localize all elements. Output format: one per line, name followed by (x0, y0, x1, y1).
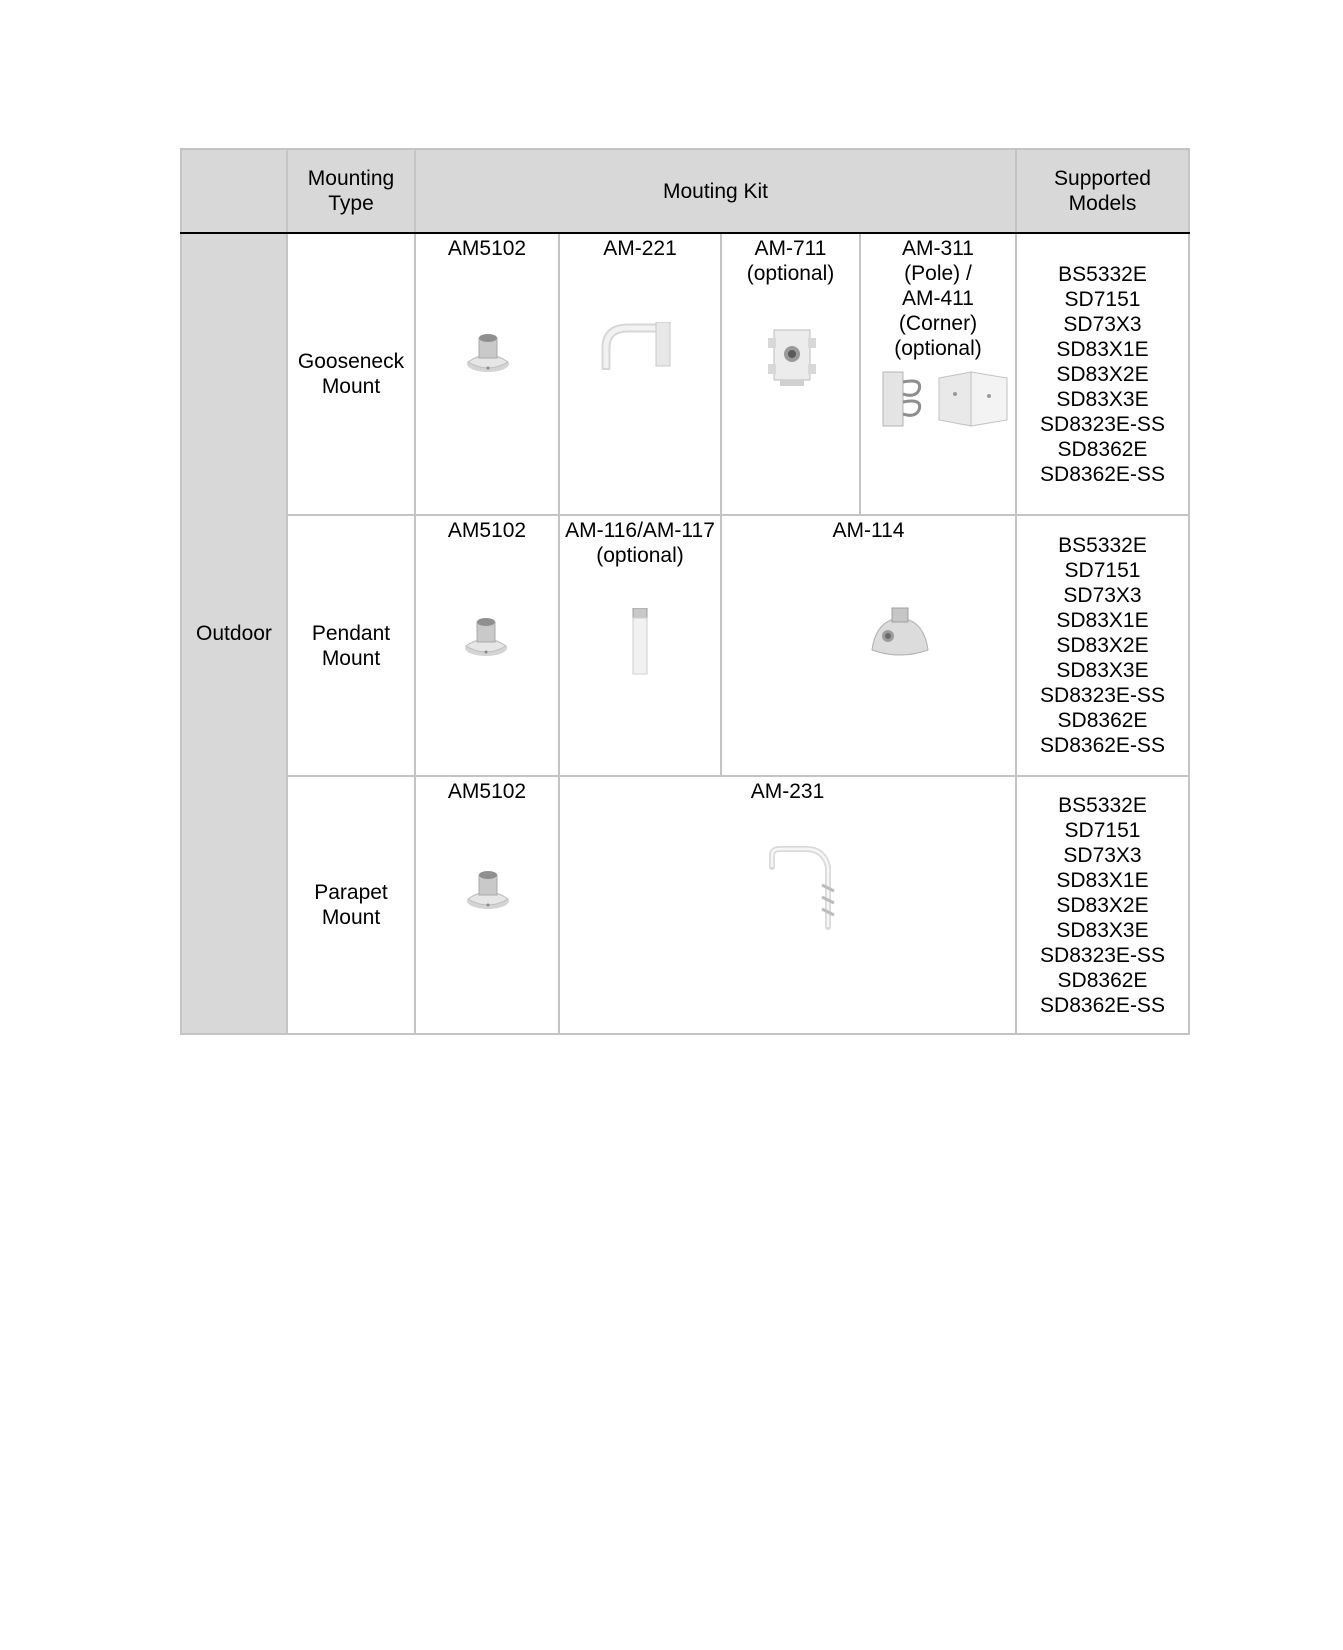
header-blank (181, 149, 287, 233)
kit-label: AM-221 (603, 237, 677, 260)
supported-models-gooseneck: BS5332E SD7151 SD73X3 SD83X1E SD83X2E SD83X3E SD8323E-SS SD8362E SD8362E-SS (1016, 233, 1189, 515)
ceiling-adapter-icon (464, 614, 508, 658)
kit-cell-am5102 (415, 515, 559, 776)
kit-label: AM5102 (447, 519, 527, 542)
table-row-parapet (181, 776, 1189, 1034)
environment-cell: Outdoor (181, 233, 287, 1034)
kit-cell-am5102 (415, 233, 559, 515)
mount-compatibility-table (180, 148, 1190, 1035)
kit-label: AM-114 (832, 519, 905, 542)
supported-models-pendant: BS5332E SD7151 SD73X3 SD83X1E SD83X2E SD83X3E SD8323E-SS SD8362E SD8362E-SS (1016, 515, 1189, 776)
kit-label: AM-116/AM-117 (optional) (565, 519, 715, 567)
supported-models-parapet: BS5332E SD7151 SD73X3 SD83X1E SD83X2E SD83X3E SD8323E-SS SD8362E SD8362E-SS (1016, 776, 1189, 1034)
kit-cell-am311-am411 (860, 233, 1016, 515)
mounting-type-pendant: Pendant Mount (287, 515, 415, 776)
kit-label: AM-231 (750, 780, 825, 803)
ceiling-adapter-icon (466, 330, 510, 374)
header-mounting-type: Mounting Type (287, 149, 415, 233)
kit-label: AM5102 (447, 237, 527, 260)
header-row (181, 149, 1189, 233)
junction-box-icon (766, 324, 818, 388)
header-mounting-kit: Mouting Kit (415, 149, 1016, 233)
kit-label: AM-711 (optional) (746, 237, 835, 285)
kit-cell-am116-am117 (559, 515, 721, 776)
kit-label: AM-311 (Pole) / AM-411 (Corner) (optional) (894, 237, 982, 360)
parapet-arm-icon (766, 845, 838, 931)
mounting-type-parapet: Parapet Mount (287, 776, 415, 1034)
kit-cell-am221 (559, 233, 721, 515)
pendant-cap-icon (868, 606, 932, 660)
pole-corner-bracket-icon (879, 368, 1011, 430)
gooseneck-arm-icon (600, 322, 672, 370)
kit-cell-am231 (559, 776, 1016, 1034)
ceiling-adapter-icon (466, 867, 510, 911)
table-row-gooseneck (181, 233, 1189, 515)
kit-cell-am114 (721, 515, 1016, 776)
header-supported-models: Supported Models (1016, 149, 1189, 233)
kit-cell-am711 (721, 233, 860, 515)
kit-label: AM5102 (447, 780, 527, 803)
mounting-type-gooseneck: Gooseneck Mount (287, 233, 415, 515)
table-row-pendant (181, 515, 1189, 776)
kit-cell-am5102 (415, 776, 559, 1034)
extension-tube-icon (630, 608, 650, 676)
